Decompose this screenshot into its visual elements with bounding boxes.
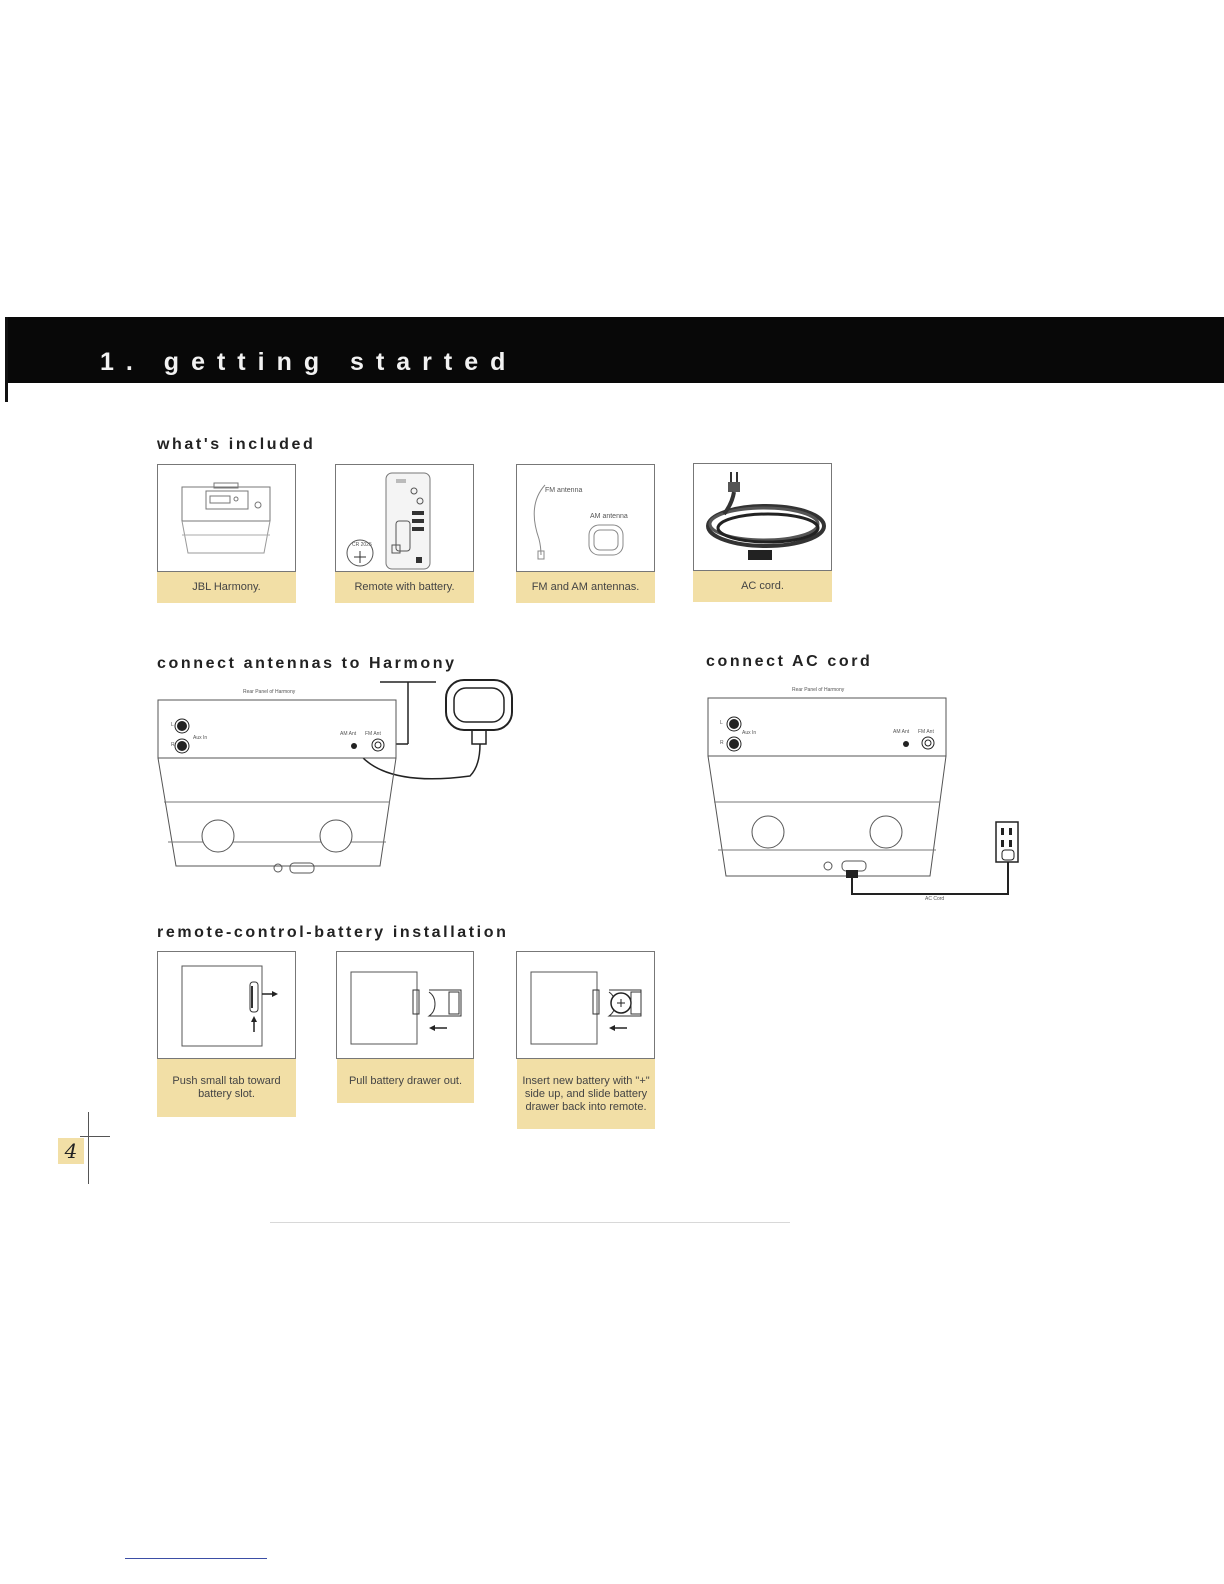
am-jack-label: AM Ant (340, 731, 357, 737)
whats-included-title: what's included (157, 436, 316, 453)
divider (270, 1222, 790, 1223)
included-item-remote (335, 464, 474, 572)
am-jack-label: AM Ant (893, 729, 910, 735)
port-l-label: L (720, 720, 723, 726)
banner-rule (5, 317, 8, 402)
battery-label: CR 2025 (352, 542, 372, 548)
battery-step-1 (157, 951, 296, 1059)
connect-ac-title: connect AC cord (706, 653, 873, 670)
battery-step-caption: Pull battery drawer out. (337, 1059, 474, 1103)
page-number-rule (88, 1112, 89, 1184)
port-l-label: L (171, 722, 174, 728)
rear-panel-label: Rear Panel of Harmony (243, 689, 296, 695)
battery-step-2 (336, 951, 474, 1059)
included-caption: JBL Harmony. (157, 572, 296, 603)
included-caption: AC cord. (693, 571, 832, 602)
fm-jack-label: FM Ant (918, 729, 934, 735)
fm-jack-label: FM Ant (365, 731, 381, 737)
ac-connection-diagram (700, 690, 1030, 900)
rear-panel-label: Rear Panel of Harmony (792, 687, 845, 693)
included-item-ac-cord (693, 463, 832, 571)
port-r-label: R (171, 742, 175, 748)
antennas-icon (517, 465, 654, 571)
antenna-connection-diagram (150, 676, 530, 882)
battery-step-3 (516, 951, 655, 1059)
included-caption: Remote with battery. (335, 572, 474, 603)
ac-cord-icon (694, 464, 831, 570)
am-antenna-label: AM antenna (590, 513, 628, 520)
remote-control-icon (336, 465, 473, 571)
included-caption: FM and AM antennas. (516, 572, 655, 603)
included-item-harmony (157, 464, 296, 572)
port-r-label: R (720, 740, 724, 746)
page-number: 4 (58, 1138, 84, 1164)
divider (125, 1558, 267, 1559)
ac-cord-label: AC Cord (925, 896, 945, 902)
battery-install-title: remote-control-battery installation (157, 924, 509, 941)
aux-in-label: Aux In (193, 735, 208, 741)
fm-antenna-label: FM antenna (545, 487, 583, 494)
stereo-unit-icon (158, 465, 295, 571)
insert-battery-icon (517, 952, 654, 1058)
included-item-antennas (516, 464, 655, 572)
battery-step-caption: Insert new battery with "+" side up, and slide battery drawer back into remote. (517, 1059, 655, 1129)
battery-step-caption: Push small tab toward battery slot. (157, 1059, 296, 1117)
page-number-rule (80, 1136, 110, 1137)
page-title: 1. getting started (100, 348, 518, 376)
pull-drawer-icon (337, 952, 473, 1058)
push-tab-icon (158, 952, 295, 1058)
connect-antennas-title: connect antennas to Harmony (157, 655, 457, 672)
aux-in-label: Aux In (742, 730, 757, 736)
